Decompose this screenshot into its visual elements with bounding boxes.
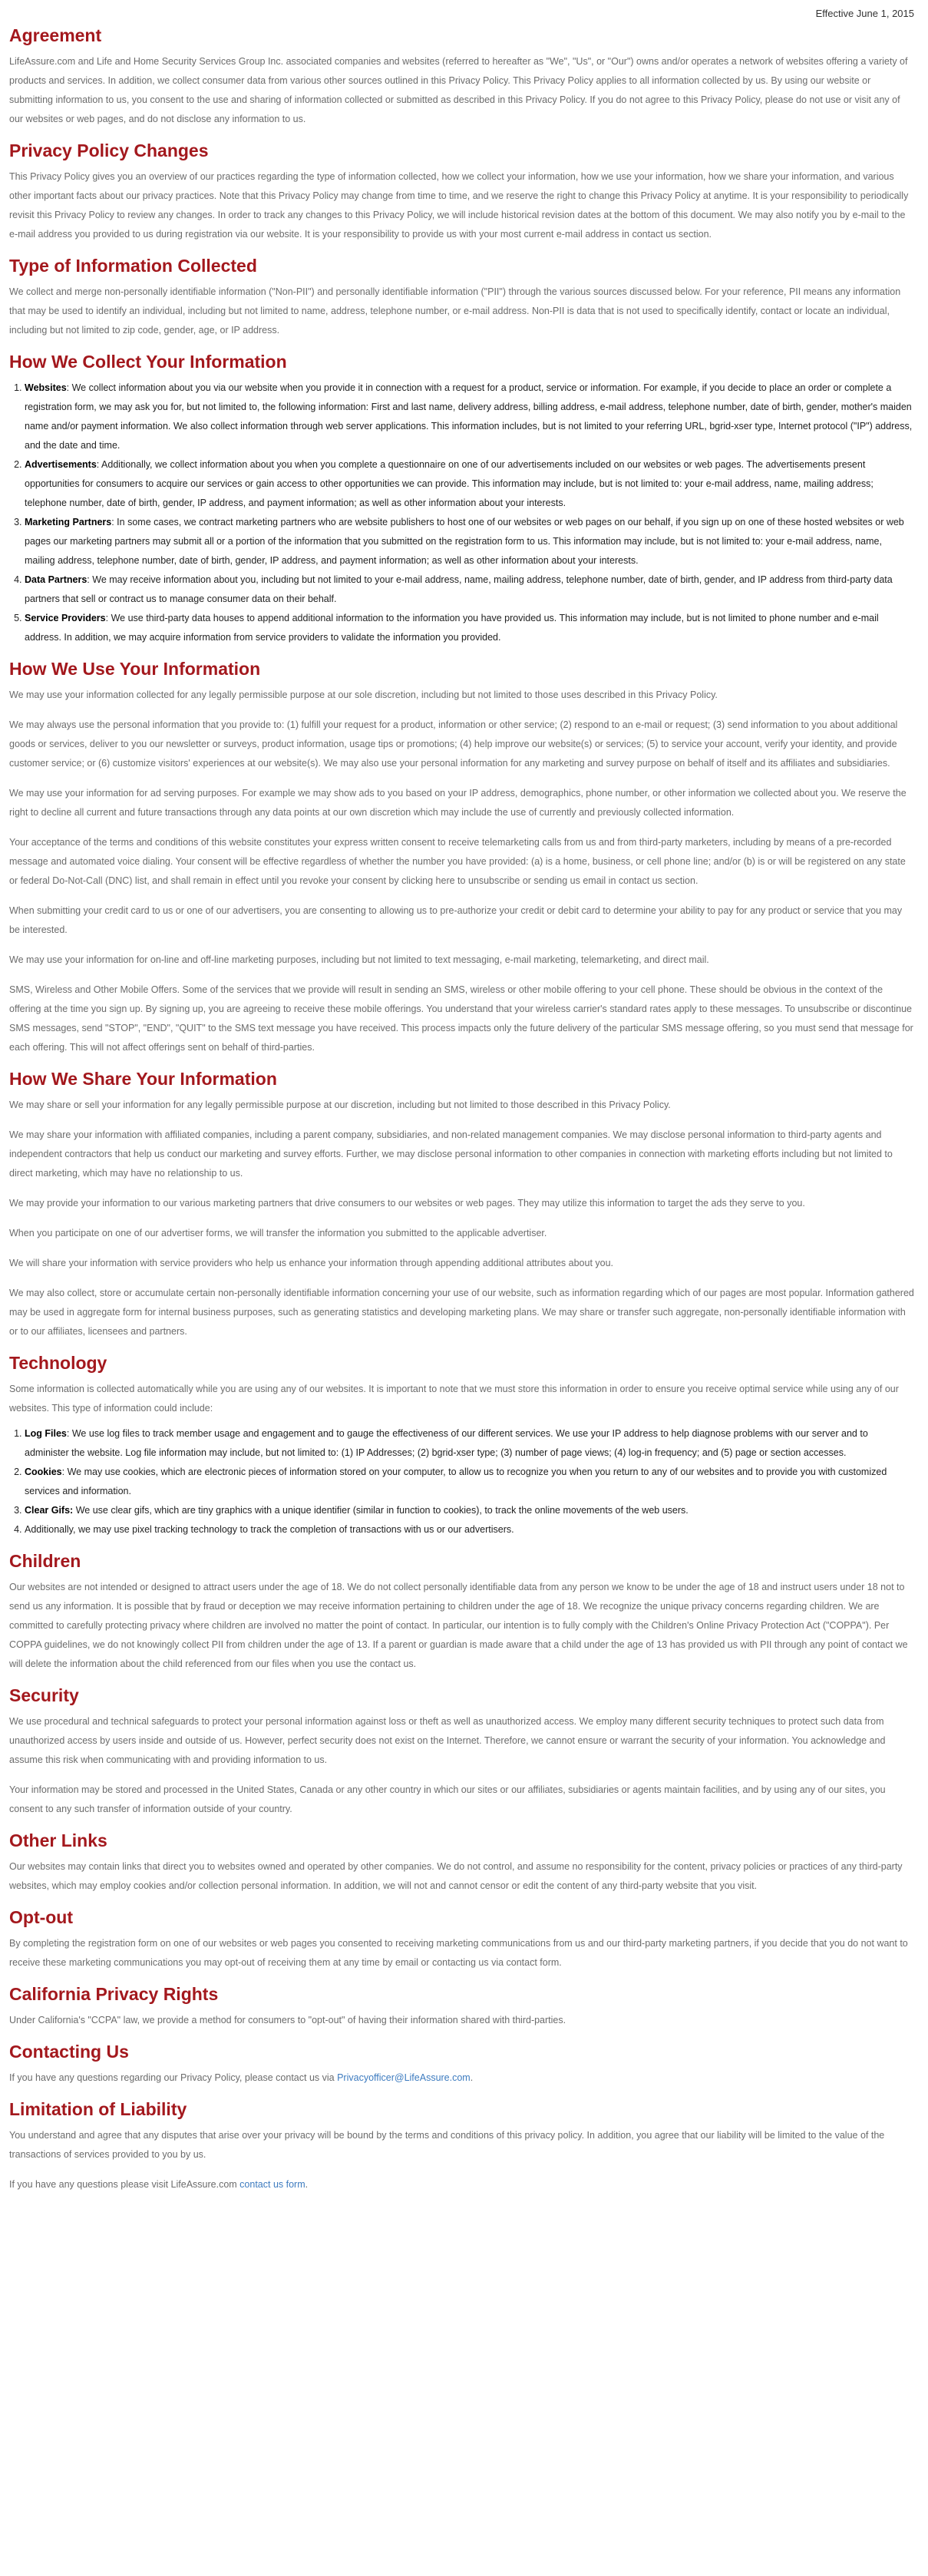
section-children bbox=[9, 1550, 914, 1674]
list-item-text: : We use log files to track member usage and engagement and to gauge the effectiveness of our different services. We use your IP address to help diagnose problems with our server and to administer the website. Log file information may include, but not limited to: (1) IP Addresses; (2) bgrid-xser type; (3) number of page views; (4) log-in frequency; and (5) page or section accesses. bbox=[25, 1428, 868, 1458]
footer-text-end: . bbox=[305, 2179, 309, 2190]
list-item bbox=[25, 609, 914, 647]
list-item-term: Clear Gifs: bbox=[25, 1505, 74, 1516]
paragraph: We collect and merge non-personally identifiable information ("Non-PII") and personally identifiable information ("PII") through the various sources discussed below. For your reference, PII means any information that may be used to identify an individual, including but not limited to name, address, telephone number, or e-mail address. Non-PII is data that is not used to specifically identify, contact or locate an individual, including but not limited to zip code, gender, age, or IP address. bbox=[9, 286, 901, 336]
section-how-we-collect bbox=[9, 351, 914, 647]
paragraph: When submitting your credit card to us or one of our advertisers, you are consenting to allowing us to pre-authorize your credit or debit card to determine your ability to pay for any product or service that you may be interested. bbox=[9, 905, 903, 935]
list-item-text: : Additionally, we collect information about you when you complete a questionnaire on one of our advertisements included on our websites or web pages. The advertisements present opportunities for consumers to acquire our services or gain access to other opportunities we can provide. This information may include, but is not limited to: your e-mail address, name, mailing address; telephone number, date of birth, gender, IP address, and payment information; as well as other information about your interests. bbox=[25, 459, 874, 508]
footer-note bbox=[9, 2175, 914, 2194]
section-title-technology: Technology bbox=[9, 1353, 107, 1373]
section-other-links bbox=[9, 1830, 914, 1896]
section-how-we-share bbox=[9, 1068, 914, 1341]
list-item-text: We use clear gifs, which are tiny graphics with a unique identifier (similar in function to cookies), to track the online movements of the web users. bbox=[73, 1505, 689, 1516]
section-title-how-use: How We Use Your Information bbox=[9, 659, 261, 679]
paragraph: This Privacy Policy gives you an overview of our practices regarding the type of information collected, how we collect your information, how we use your information, how we share your information, and various other important facts about our privacy practices. Note that this Privacy Policy may change from time to time, and we reserve the right to change this Privacy Policy at anytime. It is your responsibility to periodically revisit this Privacy Policy to review any changes. In order to track any changes to this Privacy Policy, we will include historical revision dates at the bottom of this document. We may also notify you by e-mail to the e-mail address you provided to us during registration via our website. It is your responsibility to provide us with your most current e-mail address in contact us section. bbox=[9, 171, 909, 240]
contact-us-form-link[interactable]: contact us form bbox=[239, 2179, 305, 2190]
paragraph: Our websites are not intended or designed to attract users under the age of 18. We do not collect personally identifiable data from any person we know to be under the age of 18 and instruct users under 18 not to send us any information. It is possible that by fraud or deception we may receive information pertaining to children under the age of 18. We recognize the unique privacy concerns regarding children. We are committed to carefully protecting privacy where children are involved no matter the point of contact. In particular, our intention is to fully comply with the Children's Online Privacy Protection Act ("COPPA"). Per COPPA guidelines, we do not knowingly collect PII from children under the age of 13. If a parent or guardian is made aware that a child under the age of 13 has provided us with PII through any point of contact we will delete the information about the child referenced from our files when you use the contact us. bbox=[9, 1582, 908, 1669]
list-item bbox=[25, 513, 914, 570]
paragraph: When you participate on one of our advertiser forms, we will transfer the information you submitted to the applicable advertiser. bbox=[9, 1228, 547, 1238]
collect-methods-list bbox=[9, 379, 914, 647]
list-item bbox=[25, 570, 914, 609]
section-california-privacy bbox=[9, 1983, 914, 2030]
paragraph: SMS, Wireless and Other Mobile Offers. Some of the services that we provide will result in sending an SMS, wireless or other mobile offering to your cell phone. These should be obvious in the context of the offering at the time you sign up. By signing up, you are agreeing to receive these mobile offerings. You understand that your wireless carrier's standard rates apply to these messages. To unsubscribe or discontinue SMS messages, send "STOP", "END", "QUIT" to the SMS text message you have received. This process impacts only the future delivery of the particular SMS message offering, so you must send that message for each offering. This will not affect offerings sent on behalf of third-parties. bbox=[9, 984, 913, 1053]
technology-list bbox=[9, 1424, 914, 1539]
list-item-text: : We may receive information about you, including but not limited to your e-mail address, name, mailing address, telephone number, date of birth, gender, and IP address from third-party data partners that sell or contract us to manage consumer data on their behalf. bbox=[25, 574, 893, 604]
footer-text: If you have any questions please visit LifeAssure.com bbox=[9, 2179, 240, 2190]
list-item-text: : We may use cookies, which are electronic pieces of information stored on your computer, to allow us to recognize you when you return to any of our websites and to provide you with customized services and information. bbox=[25, 1467, 887, 1496]
privacy-officer-email-link[interactable]: Privacyofficer@LifeAssure.com bbox=[337, 2072, 471, 2083]
section-title-liability: Limitation of Liability bbox=[9, 2099, 187, 2119]
paragraph: Under California's "CCPA" law, we provide a method for consumers to "opt-out" of having their information shared with third-parties. bbox=[9, 2015, 566, 2025]
list-item bbox=[25, 1424, 914, 1463]
list-item-text: : We collect information about you via our website when you provide it in connection with a request for a product, service or information. For example, if you decide to place an order or complete a registration form, we may ask you for, but not limited to, the following information: First and last name, delivery address, billing address, e-mail address, telephone number, date of birth, gender, mother's maiden name and/or payment information. We also collect information through web server applications. This information includes, but is not limited to your referring URL, bgrid-xser type, Internet protocol ("IP") address, and the date and time. bbox=[25, 382, 913, 451]
list-item-term: Data Partners bbox=[25, 574, 88, 585]
section-title-type-collected: Type of Information Collected bbox=[9, 256, 257, 276]
list-item bbox=[25, 1501, 914, 1520]
section-technology bbox=[9, 1352, 914, 1539]
section-type-of-information bbox=[9, 255, 914, 340]
section-title-other-links: Other Links bbox=[9, 1830, 107, 1850]
section-opt-out bbox=[9, 1906, 914, 1973]
list-item bbox=[25, 1463, 914, 1501]
section-title-how-share: How We Share Your Information bbox=[9, 1069, 277, 1089]
paragraph: We may share your information with affiliated companies, including a parent company, subsidiaries, and non-related management companies. We may disclose personal information to third-party agents and independent contractors that help us conduct our marketing and survey efforts. Further, we may disclose personal information to other companies in connection with marketing efforts including but not limited to direct marketing, which may have no relationship to us. bbox=[9, 1129, 893, 1179]
paragraph: Our websites may contain links that direct you to websites owned and operated by other companies. We do not control, and assume no responsibility for the content, privacy policies or practices of any third-party websites, which may employ cookies and/or collection personal information. In addition, we will not and cannot censor or edit the content of any third-party website that you visit. bbox=[9, 1861, 903, 1891]
contact-text: If you have any questions regarding our Privacy Policy, please contact us via bbox=[9, 2072, 338, 2083]
section-title-security: Security bbox=[9, 1685, 79, 1705]
effective-date: Effective June 1, 2015 bbox=[815, 8, 914, 19]
section-agreement bbox=[9, 25, 914, 129]
list-item-text: : In some cases, we contract marketing partners who are website publishers to host one of our websites or web pages on our behalf, if you sign up on one of these hosted websites or web pages our marketing partners may submit all or a portion of the information that you submitted on the registration form to us. This information may include, but is not limited to: your e-mail address, name, mailing address, telephone number, date of birth, gender, IP address, and payment information; as well as other information about your interests. bbox=[25, 517, 904, 566]
list-item-term: Cookies bbox=[25, 1467, 62, 1477]
paragraph: We use procedural and technical safeguards to protect your personal information against loss or theft as well as unauthorized access. We employ many different security techniques to protect such data from unauthorized access by users inside and outside of us. However, perfect security does not exist on the Internet. Therefore, we cannot ensure or warrant the security of your information. You acknowledge and assume this risk when communicating with and providing information to us. bbox=[9, 1716, 886, 1765]
list-item-text: Additionally, we may use pixel tracking technology to track the completion of transactions with us or our advertisers. bbox=[25, 1524, 514, 1535]
list-item-term: Advertisements bbox=[25, 459, 97, 470]
paragraph: Some information is collected automatically while you are using any of our websites. It is important to note that we must store this information in order to ensure you receive optimal service while using any of our websites. This type of information could include: bbox=[9, 1384, 899, 1414]
list-item-text: : We use third-party data houses to append additional information to the information you have provided us. This information may include, but is not limited to phone number and e-mail address. In addition, we may acquire information from service providers to validate the information you provided. bbox=[25, 613, 879, 643]
paragraph: LifeAssure.com and Life and Home Security Services Group Inc. associated companies and websites (referred to hereafter as "We", "Us", or "Our") owns and/or operates a network of websites offering a variety of products and services. In addition, we collect consumer data from various other sources outlined in this Privacy Policy. This Privacy Policy applies to all information collected by us. By using our website or submitting information to us, you consent to the use and sharing of information collected or submitted as described in this Privacy Policy. If you do not agree to this Privacy Policy, please do not use or visit any of our websites or web pages, and do not disclose any information to us. bbox=[9, 56, 908, 124]
list-item-term: Marketing Partners bbox=[25, 517, 112, 527]
paragraph: By completing the registration form on one of our websites or web pages you consented to receiving marketing communications from us and our third-party marketing partners, if you decide that you do not want to receive these marketing communications you may opt-out of receiving them at any time by email or contacting us via contact form. bbox=[9, 1938, 908, 1968]
list-item bbox=[25, 455, 914, 513]
list-item bbox=[25, 379, 914, 455]
section-how-we-use bbox=[9, 658, 914, 1057]
list-item-term: Service Providers bbox=[25, 613, 106, 623]
section-contacting-us bbox=[9, 2041, 914, 2088]
paragraph bbox=[9, 2068, 914, 2088]
section-title-children: Children bbox=[9, 1551, 81, 1571]
section-title-agreement: Agreement bbox=[9, 25, 102, 45]
section-security bbox=[9, 1685, 914, 1819]
paragraph: We may use your information for ad serving purposes. For example we may show ads to you based on your IP address, demographics, phone number, or other information we collected about you. We reserve the right to decline all current and future transactions through any data points at our own discretion which may include the use of currently and previously collected information. bbox=[9, 788, 907, 818]
paragraph: Your information may be stored and processed in the United States, Canada or any other country in which our sites or our affiliates, subsidiaries or agents maintain facilities, and by using any of our sites, you consent to any such transfer of information outside of your country. bbox=[9, 1784, 886, 1814]
list-item bbox=[25, 1520, 914, 1539]
section-title-california: California Privacy Rights bbox=[9, 1984, 219, 2004]
section-privacy-policy-changes bbox=[9, 140, 914, 244]
paragraph: We may always use the personal information that you provide to: (1) fulfill your request for a product, information or other service; (2) respond to an e-mail or request; (3) send information to you about additional goods or services, deliver to you our newsletter or surveys, product information, usage tips or promotions; (4) help improve our website(s) or services; (5) to service your account, verify your identity, and provide customer service; or (6) customize visitors' experiences at our website(s). We may also use your personal information for any marketing and survey purpose on behalf of itself and its affiliates and subsidiaries. bbox=[9, 719, 898, 769]
section-title-contacting: Contacting Us bbox=[9, 2042, 129, 2062]
paragraph: We may also collect, store or accumulate certain non-personally identifiable information concerning your use of our website, such as information regarding which of our pages are most popular. Information gathered may be used in aggregate form for internal business purposes, such as generating statistics and developing marketing plans. We may share or transfer such aggregate, non-personally identifiable information with or to our affiliates, licensees and partners. bbox=[9, 1288, 914, 1337]
section-title-how-collect: How We Collect Your Information bbox=[9, 352, 287, 372]
contact-text-end: . bbox=[470, 2072, 474, 2083]
paragraph: We may provide your information to our various marketing partners that drive consumers to our websites or web pages. They may utilize this information to target the ads they serve to you. bbox=[9, 1198, 805, 1209]
paragraph: You understand and agree that any disputes that arise over your privacy will be bound by the terms and conditions of this privacy policy. In addition, you agree that our liability will be limited to the value of the transactions of services provided to you by us. bbox=[9, 2130, 885, 2160]
paragraph: We will share your information with service providers who help us enhance your information through appending additional attributes about you. bbox=[9, 1258, 614, 1268]
section-limitation-of-liability bbox=[9, 2098, 914, 2164]
section-title-changes: Privacy Policy Changes bbox=[9, 141, 209, 160]
paragraph: We may use your information collected for any legally permissible purpose at our sole discretion, including but not limited to those uses described in this Privacy Policy. bbox=[9, 689, 718, 700]
section-title-opt-out: Opt-out bbox=[9, 1907, 74, 1927]
list-item-term: Log Files bbox=[25, 1428, 67, 1439]
paragraph: We may share or sell your information for any legally permissible purpose at our discretion, including but not limited to those described in this Privacy Policy. bbox=[9, 1100, 671, 1110]
paragraph: We may use your information for on-line and off-line marketing purposes, including but not limited to text messaging, e-mail marketing, telemarketing, and direct mail. bbox=[9, 954, 709, 965]
paragraph: Your acceptance of the terms and conditions of this website constitutes your express written consent to receive telemarketing calls from us and from third-party marketers, including by means of a pre-recorded message and automated voice dialing. Your consent will be effective regardless of whether the number you have provided: (a) is a home, business, or cell phone line; and/or (b) is or will be registered on any state or federal Do-Not-Call (DNC) list, and shall remain in effect until you revoke your consent by clicking here to unsubscribe or sending us email in contact us section. bbox=[9, 837, 906, 886]
list-item-term: Websites bbox=[25, 382, 67, 393]
